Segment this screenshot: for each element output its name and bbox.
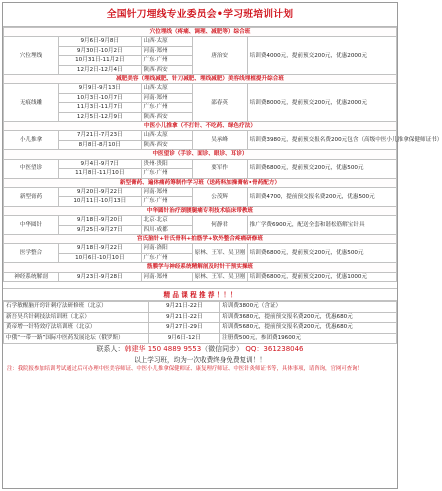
fee-note: 推广学费6900元，配送全套和谐松筋解宝针具 (247, 216, 396, 235)
contact-qq[interactable]: QQ：361238046 (245, 345, 304, 354)
teacher-name: 邵春英 (192, 84, 247, 122)
program-name: 中华圆针 (4, 216, 59, 235)
featured-course-fee: 培训费5680元，提前预交报名费200元，优惠680元 (220, 323, 397, 334)
program-name: 神经系统解剖 (4, 272, 59, 281)
session-location: 河南·郑州 (141, 187, 192, 196)
fee-note: 培训费6800元，提前预交200元，优惠1000元 (247, 272, 396, 281)
featured-course-row (4, 333, 397, 344)
program-name: 小儿推拿 (4, 131, 59, 150)
teacher-name: 何静君 (192, 216, 247, 235)
section-header-row (4, 28, 397, 37)
schedule-grid (3, 27, 442, 282)
session-location: 陕西·西安 (141, 65, 192, 74)
contact-wechat: （微信同步） (201, 345, 244, 354)
session-location: 河南·郑州 (141, 272, 192, 281)
section-header-row (4, 263, 397, 272)
teacher-name: 原林、王军、吴卫刚 (192, 244, 247, 263)
session-row (4, 244, 397, 253)
section-header-row (4, 150, 397, 159)
fee-note: 培训费3980元，提前预交报名费200元包含（高级中医小儿推拿保健师证书） (247, 131, 396, 150)
featured-course-row (4, 323, 397, 334)
teacher-name: 公茂辉 (192, 187, 247, 206)
featured-course-row (4, 312, 397, 323)
session-date: 9月9日-9月13日 (59, 84, 142, 93)
fee-note: 培训费6800元，提前预交200元，优惠500元 (247, 244, 396, 263)
session-date: 12月5日-12月9日 (59, 112, 142, 121)
session-date: 9月4日-9月7日 (59, 159, 142, 168)
teacher-name: 唐治安 (192, 37, 247, 75)
featured-course-fee: 培训费3680元，提前预交报名费200元，优惠680元 (220, 312, 397, 323)
featured-course-name: 黄帝增一针特效疗法培训班（北京） (4, 323, 149, 334)
program-name: 穴位埋线 (4, 37, 59, 75)
contact-line (3, 344, 397, 355)
session-date: 9月18日-9月20日 (59, 216, 142, 225)
section-header-row (4, 75, 397, 84)
section-header: 减肥美容（埋线减肥、针刀减肥、埋线减肥）美容线埋植提升综合班 (4, 75, 397, 84)
session-location: 广东·广州 (141, 197, 192, 206)
section-header: 中医小儿推拿（不打针、不吃药、绿色疗法） (4, 122, 397, 131)
fee-note: 培训费4700，提前预交报名费200元，优惠500元 (247, 187, 396, 206)
session-row (4, 272, 397, 281)
section-header-row (4, 178, 397, 187)
section-header-row (4, 206, 397, 215)
session-location: 河南·洛阳 (141, 244, 192, 253)
section-header-row (4, 122, 397, 131)
session-location: 广东·广州 (141, 169, 192, 178)
page-title: 全国针刀埋线专业委员会•学习班培训计划 (3, 3, 397, 27)
session-date: 9月18日-9月22日 (59, 244, 142, 253)
session-row (4, 216, 397, 225)
session-location: 陕西·西安 (141, 112, 192, 121)
section-header: 宫氏脑针+针氏骨科+拍筋学+软外整合疼痛研修班 (4, 234, 397, 243)
session-location: 广东·广州 (141, 56, 192, 65)
featured-course-row (4, 301, 397, 312)
teacher-name: 要军作 (192, 159, 247, 178)
course-schedule-table (3, 27, 442, 282)
session-row (4, 37, 397, 46)
featured-courses-table (3, 301, 397, 344)
featured-course-date: 9月21日-22日 (149, 301, 220, 312)
teacher-name: 原林、王军、吴卫刚 (192, 272, 247, 281)
session-row (4, 131, 397, 140)
session-location: 贵州·贵阳 (141, 159, 192, 168)
session-date: 7月21日-7月23日 (59, 131, 142, 140)
session-location: 山西·太原 (141, 37, 192, 46)
session-date: 10月31日-11月2日 (59, 56, 142, 65)
contact-phone[interactable]: 150 4889 9553 (147, 345, 202, 354)
session-date: 11月3日-11月7日 (59, 103, 142, 112)
program-name: 医学整合 (4, 244, 59, 263)
section-header: 穴位埋线（疼痛、调理、减肥等）综合班 (4, 28, 397, 37)
program-name: 中医望诊 (4, 159, 59, 178)
section-header: 中医望诊（手诊、面诊、眼诊、耳诊） (4, 150, 397, 159)
fee-note: 培训费4000元，提前预交200元，优惠2000元 (247, 37, 396, 75)
featured-course-name: 石学敏醒脑开窍针刺疗法研修班（北京） (4, 301, 149, 312)
session-location: 陕西·西安 (141, 140, 192, 149)
session-date: 9月6日-9月8日 (59, 37, 142, 46)
featured-course-fee: 培训费3800元（含证） (220, 301, 397, 312)
featured-course-name: 中俄“一带一路”国际中医药发展论坛（俄罗斯） (4, 333, 149, 344)
session-location: 广东·广州 (141, 253, 192, 262)
session-location: 广东·广州 (141, 103, 192, 112)
contact-name: 韩建华 (124, 345, 146, 354)
session-date: 10月3日-10月7日 (59, 93, 142, 102)
featured-course-date: 9月27日-29日 (149, 323, 220, 334)
featured-course-fee: 注册费500元，参团费19600元 (220, 333, 397, 344)
contact-label: 联系人： (96, 345, 125, 354)
session-date: 12月2日-12月4日 (59, 65, 142, 74)
session-date: 9月20日-9月22日 (59, 187, 142, 196)
session-date: 9月30日-10月2日 (59, 46, 142, 55)
session-location: 山西·太原 (141, 84, 192, 93)
session-location: 河南·郑州 (141, 93, 192, 102)
session-location: 河南·郑州 (141, 46, 192, 55)
session-row (4, 187, 397, 196)
fee-note: 培训费6800元，提前预交200元，优惠500元 (247, 159, 396, 178)
section-header: 新型膏药、遍体痛药筹制作学习班（送药料加操膏帖•骨药配方） (4, 178, 397, 187)
featured-heading: 精 品 课 程 推 荐 ！！！ (3, 288, 397, 301)
featured-course-date: 9月6日-12日 (149, 333, 220, 344)
session-date: 8月8日-8月10日 (59, 140, 142, 149)
section-header-row (4, 234, 397, 243)
featured-course-date: 9月21日-22日 (149, 312, 220, 323)
session-location: 四川·成都 (141, 225, 192, 234)
featured-course-name: 新吾昊兵针刺技法培训班（北京） (4, 312, 149, 323)
session-date: 9月23日-9月28日 (59, 272, 142, 281)
session-location: 山西·太原 (141, 131, 192, 140)
teacher-name: 吴承峰 (192, 131, 247, 150)
session-date: 10月6日-10月10日 (59, 253, 142, 262)
session-row (4, 159, 397, 168)
training-schedule (2, 2, 442, 489)
session-date: 11月8日-11月10日 (59, 169, 142, 178)
program-name: 无痕线雕 (4, 84, 59, 122)
session-location: 北京·北京 (141, 216, 192, 225)
section-header: 筋膜学与神经系统精解剖及时针干预实操班 (4, 263, 397, 272)
footer-note: 注：我院报参加培训考试通过后可办理中医美容师证、中医小儿推拿保健师证、康复理疗师证、中医针灸师证书等，具体事项，请咨询，官网可查询！ (7, 366, 363, 373)
section-header: 中华圆针治疗颈腰腿痛专利技术临床带教班 (4, 206, 397, 215)
repeat-notice: 以上学习班，均为一次收费终身免费复训！！ (134, 356, 266, 365)
program-name: 新型膏药 (4, 187, 59, 206)
session-date: 9月25日-9月27日 (59, 225, 142, 234)
fee-note: 培训费8000元，提前预交200元，优惠2000元 (247, 84, 396, 122)
session-date: 10月11日-10月13日 (59, 197, 142, 206)
session-row (4, 84, 397, 93)
